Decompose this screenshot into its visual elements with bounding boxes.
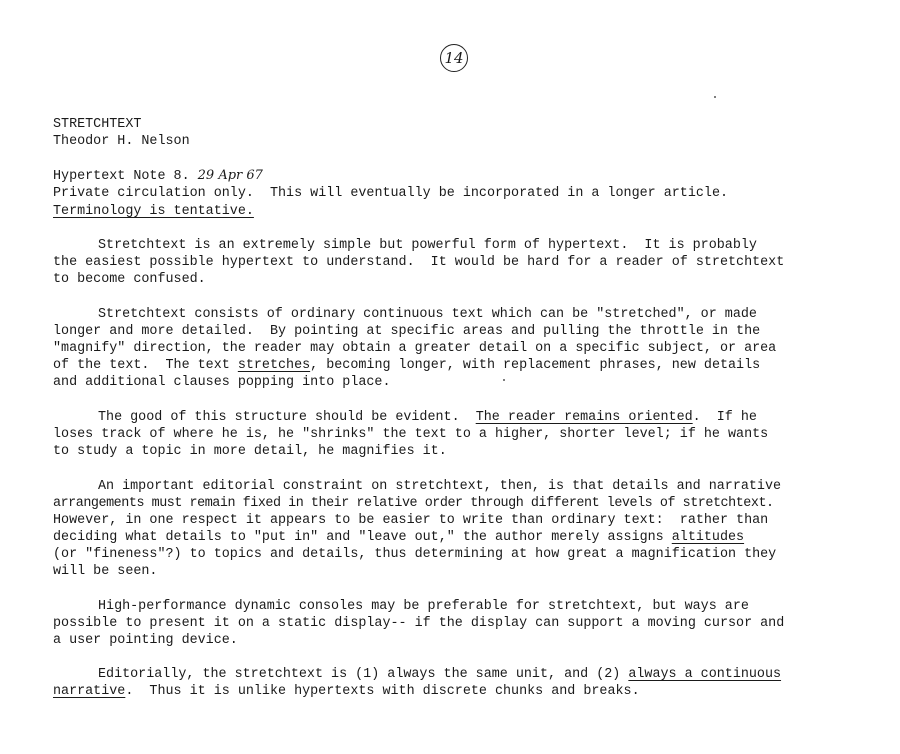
paragraph-2-line-3: "magnify" direction, the reader may obtain a greater detail on a specific subject, or area	[53, 341, 777, 356]
underlined-altitudes: altitudes	[671, 530, 745, 545]
paragraph-3-line-2: loses track of where he is, he "shrinks" the text to a higher, shorter level; if he wants	[53, 427, 769, 442]
paragraph-2-line-5: and additional clauses popping into place.	[53, 375, 391, 390]
paragraph-5-line-3: a user pointing device.	[53, 633, 238, 648]
text-segment: . Thus it is unlike hypertexts with discrete chunks and breaks.	[125, 684, 640, 699]
circulation-note: This will eventually be incorporated in a longer article.	[269, 186, 729, 201]
paragraph-4-line-2: arrangements must remain fixed in their relative order through different levels of stretchtext.	[53, 496, 774, 511]
paragraph-4-line-5: (or "fineness"?) to topics and details, thus determining at how great a magnification they	[53, 547, 777, 562]
document-title: STRETCHTEXT	[53, 117, 142, 132]
text-segment: deciding what details to "put in" and "leave out," the author merely assigns	[53, 530, 672, 545]
text-segment: Editorially, the stretchtext is (1) always the same unit, and (2)	[98, 667, 629, 682]
text-segment: of the text. The text	[53, 358, 238, 373]
scan-speck	[503, 379, 505, 381]
underlined-reader-oriented: The reader remains oriented	[475, 410, 693, 425]
paragraph-2-line-1: Stretchtext consists of ordinary continuous text which can be "stretched", or made	[98, 307, 757, 322]
paragraph-4-line-4	[53, 529, 744, 546]
paragraph-6-line-2	[53, 683, 640, 700]
paragraph-3-line-1	[98, 409, 757, 426]
terminology-note: Terminology is tentative.	[53, 204, 254, 219]
paragraph-1-line-3: to become confused.	[53, 272, 206, 287]
note-line	[53, 167, 263, 185]
paragraph-4-line-3: However, in one respect it appears to be easier to write than ordinary text: rather than	[53, 513, 769, 528]
text-segment: The good of this structure should be evident.	[98, 410, 476, 425]
text-segment: , becoming longer, with replacement phrases, new details	[310, 358, 761, 373]
text-segment: . If he	[692, 410, 757, 425]
paragraph-5-line-1: High-performance dynamic consoles may be preferable for stretchtext, but ways are	[98, 599, 749, 614]
paragraph-4-line-1: An important editorial constraint on stretchtext, then, is that details and narrative	[98, 479, 782, 494]
paragraph-6-line-1	[98, 666, 781, 683]
handwritten-date: 29 Apr 67	[197, 168, 263, 183]
paragraph-1-line-2: the easiest possible hypertext to understand. It would be hard for a reader of stretchtext	[53, 255, 785, 270]
underlined-stretches: stretches	[237, 358, 311, 373]
underlined-continuous: always a continuous	[628, 667, 782, 682]
paragraph-2-line-4	[53, 357, 760, 374]
author-name: Theodor H. Nelson	[53, 134, 190, 149]
paragraph-4-line-6: will be seen.	[53, 564, 158, 579]
note-label: Hypertext Note 8.	[53, 169, 190, 184]
paragraph-1-line-1: Stretchtext is an extremely simple but powerful form of hypertext. It is probably	[98, 238, 757, 253]
paragraph-3-line-3: to study a topic in more detail, he magnifies it.	[53, 444, 447, 459]
underlined-narrative: narrative	[53, 684, 126, 699]
paragraph-2-line-2: longer and more detailed. By pointing at specific areas and pulling the throttle in the	[53, 324, 761, 339]
scan-speck	[714, 96, 716, 98]
circulation-line	[53, 185, 728, 202]
circulation-text: Private circulation only.	[53, 186, 254, 201]
paragraph-5-line-2: possible to present it on a static display-- if the display can support a moving cursor and	[53, 616, 785, 631]
page-number-circled: 14	[440, 44, 468, 72]
